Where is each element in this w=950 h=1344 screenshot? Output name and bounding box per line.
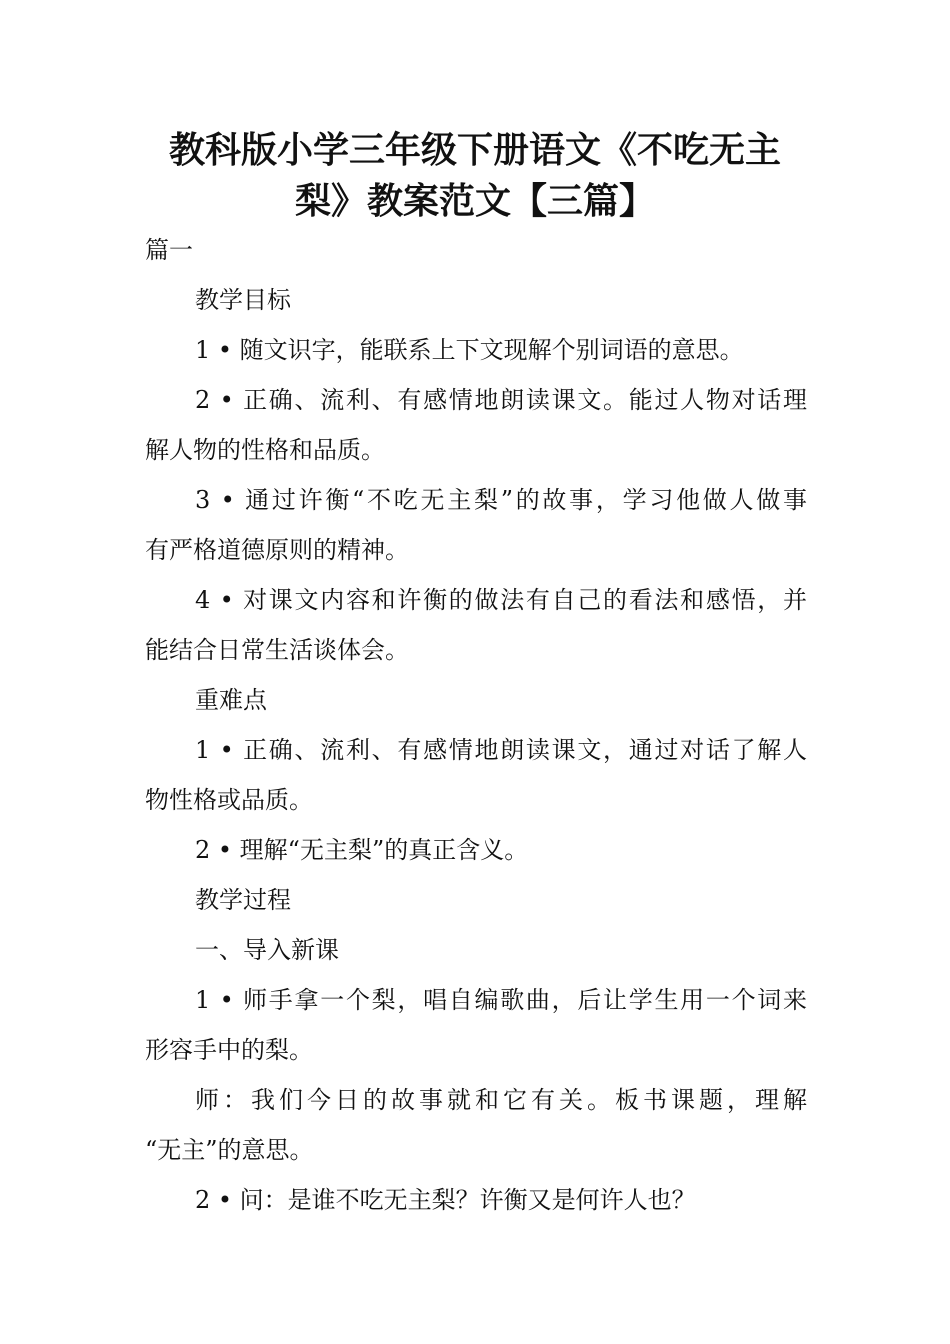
paragraph-line: 形容手中的梨。 — [145, 1036, 313, 1064]
paragraph-line: 解人物的性格和品质。 — [145, 436, 385, 464]
paragraph-line: 4 • 对课文内容和许衡的做法有自己的看法和感悟，并 — [195, 586, 807, 614]
paragraph-line: 2 • 理解“无主梨”的真正含义。 — [195, 836, 529, 864]
subheading-key-points: 重难点 — [195, 686, 267, 714]
document-title-line-2: 梨》教案范文【三篇】 — [294, 181, 655, 222]
paragraph-line: 2 • 正确、流利、有感情地朗读课文。能过人物对话理 — [195, 386, 807, 414]
subheading-teaching-process: 教学过程 — [195, 886, 291, 914]
subheading-teaching-goals: 教学目标 — [195, 286, 291, 314]
paragraph-line: 2 • 问：是谁不吃无主梨？许衡又是何许人也？ — [195, 1186, 696, 1214]
paragraph-line: 1 • 师手拿一个梨，唱自编歌曲，后让学生用一个词来 — [195, 986, 807, 1014]
paragraph-line: 师：我们今日的故事就和它有关。板书课题，理解 — [195, 1086, 807, 1114]
paragraph-line: 有严格道德原则的精神。 — [145, 536, 409, 564]
paragraph-line: 3 • 通过许衡“不吃无主梨”的故事，学习他做人做事 — [195, 486, 807, 514]
paragraph-line: 1 • 随文识字，能联系上下文现解个别词语的意思。 — [195, 336, 744, 364]
paragraph-line: 物性格或品质。 — [145, 786, 313, 814]
paragraph-line: 能结合日常生活谈体会。 — [145, 636, 409, 664]
paragraph-line: “无主”的意思。 — [145, 1136, 314, 1164]
document-title-line-1: 教科版小学三年级下册语文《不吃无主 — [168, 130, 781, 171]
subheading-introduction: 一、导入新课 — [195, 936, 339, 964]
section-heading: 篇一 — [145, 236, 193, 264]
paragraph-line: 1 • 正确、流利、有感情地朗读课文，通过对话了解人 — [195, 736, 807, 764]
